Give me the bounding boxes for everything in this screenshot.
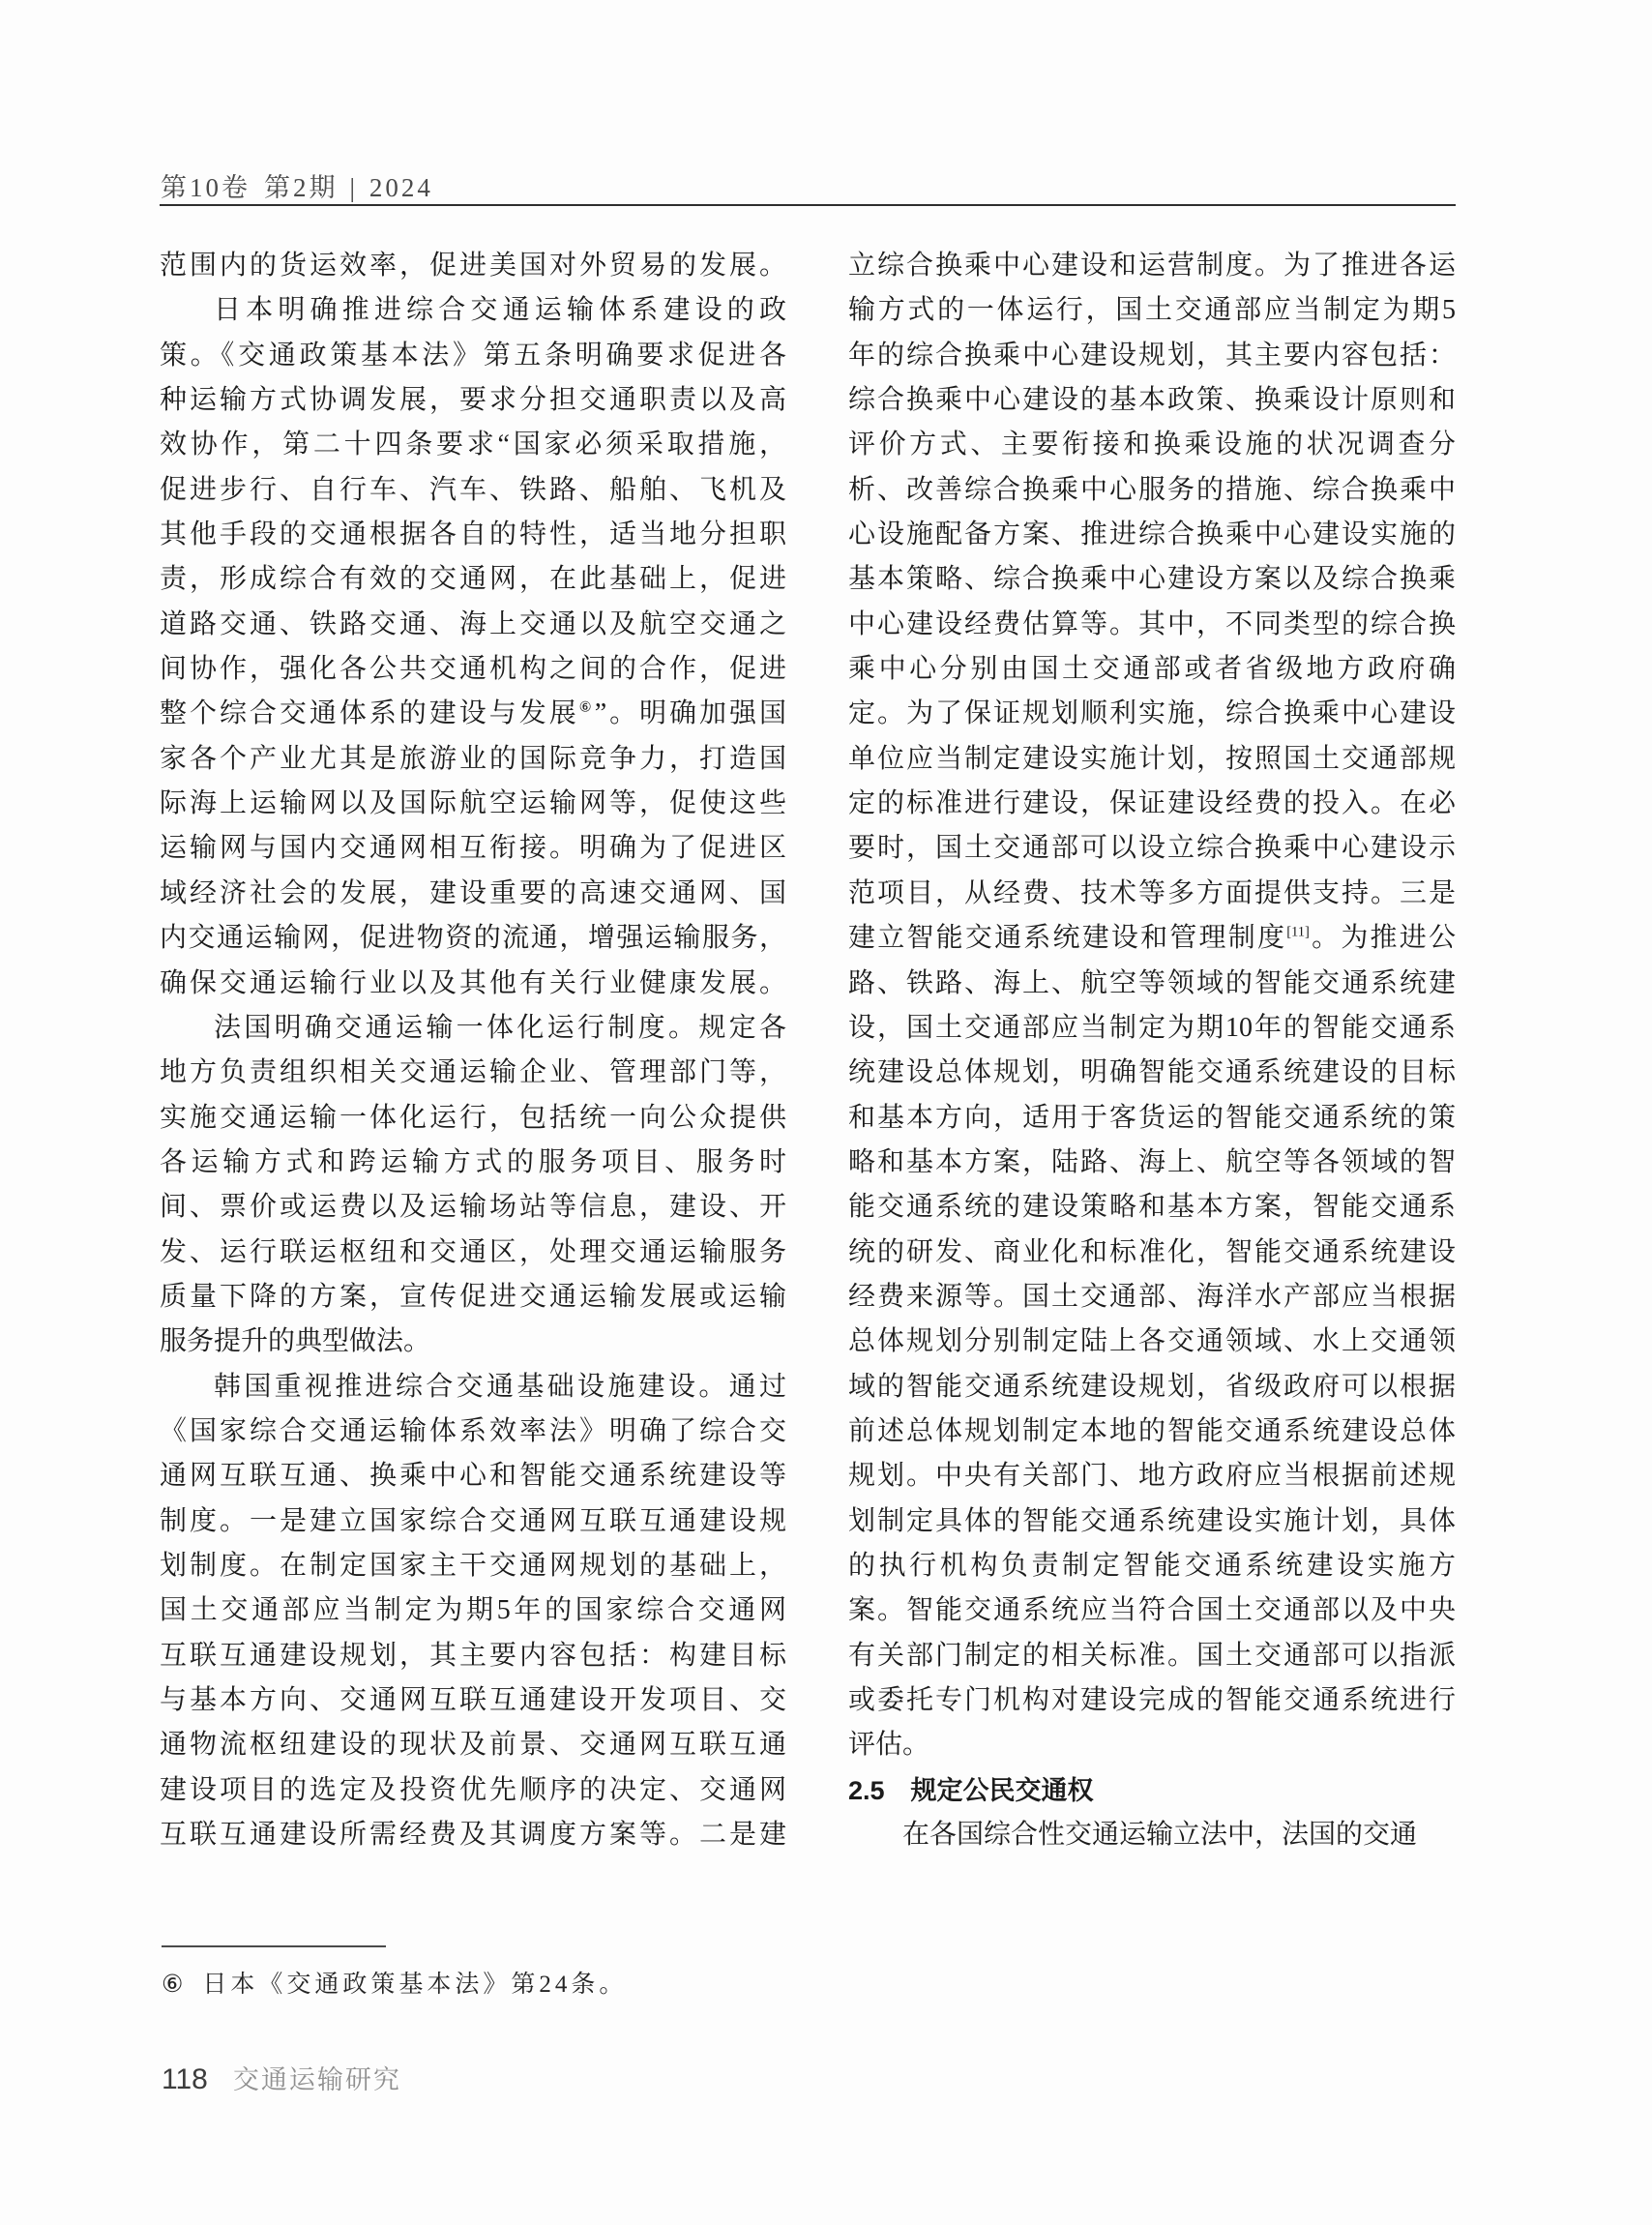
text-line	[160, 1678, 786, 1723]
text-run: 种运输方式协调发展，要求分担交通职责以及高	[160, 385, 786, 416]
volume-label: 第10卷	[161, 173, 251, 202]
text-line	[848, 1409, 1456, 1454]
text-run: 设，国土交通部应当制定为期10年的智能交通系	[848, 1012, 1456, 1043]
text-run: 策。《交通政策基本法》第五条明确要求促进各	[160, 340, 786, 371]
text-line	[848, 1634, 1456, 1678]
page-footer	[162, 2059, 401, 2096]
journal-name: 交通运输研究	[232, 2065, 401, 2094]
text-run: 效协作，第二十四条要求“国家必须采取措施，	[160, 430, 786, 460]
text-line	[848, 1813, 1456, 1857]
header-rule	[160, 204, 1456, 206]
text-run: 与基本方向、交通网互联互通建设开发项目、交	[160, 1685, 786, 1715]
footnote-ref: ⑥	[578, 700, 595, 717]
text-line	[160, 872, 786, 916]
right-column	[848, 244, 1456, 1857]
text-line	[848, 1051, 1456, 1095]
text-run: 路、铁路、海上、航空等领域的智能交通系统建	[848, 967, 1456, 998]
text-run: 。为推进公	[1309, 923, 1456, 954]
issue-label: 第2期	[264, 173, 339, 202]
text-run: 国土交通部应当制定为期5年的国家综合交通网	[160, 1595, 786, 1626]
header-divider: |	[349, 173, 358, 202]
text-run: 总体规划分别制定陆上各交通领域、水上交通领	[848, 1326, 1456, 1357]
text-run: 范项目，从经费、技术等多方面提供支持。三是	[848, 877, 1456, 908]
text-run: 的执行机构负责制定智能交通系统建设实施方	[848, 1550, 1456, 1581]
text-run: 统的研发、商业化和标准化，智能交通系统建设	[848, 1236, 1456, 1267]
text-run: 评估。	[848, 1730, 930, 1761]
text-run: 规划。中央有关部门、地方政府应当根据前述规	[848, 1461, 1456, 1492]
text-run: 统建设总体规划，明确智能交通系统建设的目标	[848, 1057, 1456, 1088]
footnote-rule	[162, 1945, 386, 1947]
text-run: 韩国重视推进综合交通基础设施建设。通过	[214, 1371, 786, 1402]
text-line	[848, 737, 1456, 782]
text-line	[160, 288, 786, 333]
text-run: 家各个产业尤其是旅游业的国际竞争力，打造国	[160, 743, 786, 774]
text-line	[160, 782, 786, 826]
text-line	[160, 826, 786, 871]
text-line	[160, 468, 786, 513]
text-line	[848, 1096, 1456, 1141]
text-line	[160, 1544, 786, 1588]
text-run: 2.5 规定公民交通权	[848, 1775, 1094, 1805]
text-run: 质量下降的方案，宣传促进交通运输发展或运输	[160, 1281, 786, 1312]
text-run: 道路交通、铁路交通、海上交通以及航空交通之	[160, 608, 786, 639]
text-line	[160, 557, 786, 602]
text-line	[160, 1365, 786, 1409]
text-run: 域的智能交通系统建设规划，省级政府可以根据	[848, 1371, 1456, 1402]
text-line	[848, 826, 1456, 871]
text-run: 通物流枢纽建设的现状及前景、交通网互联互通	[160, 1730, 786, 1761]
text-line	[160, 916, 786, 961]
text-line	[848, 1320, 1456, 1364]
text-run: 域经济社会的发展，建设重要的高速交通网、国	[160, 877, 786, 908]
text-run: 日本明确推进综合交通运输体系建设的政	[214, 295, 786, 326]
text-run: 间协作，强化各公共交通机构之间的合作，促进	[160, 654, 786, 685]
text-line	[160, 1231, 786, 1275]
text-line	[848, 916, 1456, 961]
text-line	[160, 1141, 786, 1185]
text-run: 划制度。在制定国家主干交通网规划的基础上，	[160, 1550, 786, 1581]
text-line	[160, 334, 786, 378]
footnote-ref: [11]	[1286, 924, 1310, 940]
text-line	[160, 737, 786, 782]
text-run: 单位应当制定建设实施计划，按照国土交通部规	[848, 743, 1456, 774]
text-line	[160, 1320, 786, 1364]
text-run: 要时，国土交通部可以设立综合换乘中心建设示	[848, 833, 1456, 864]
text-line	[848, 647, 1456, 692]
text-run: 互联互通建设规划，其主要内容包括：构建目标	[160, 1640, 786, 1671]
text-run: 案。智能交通系统应当符合国土交通部以及中央	[848, 1595, 1456, 1626]
text-line	[160, 692, 786, 736]
text-line	[848, 1275, 1456, 1320]
text-line	[848, 288, 1456, 333]
text-run: 运输网与国内交通网相互衔接。明确为了促进区	[160, 833, 786, 864]
footnote	[162, 1965, 627, 2000]
text-run: 建立智能交通系统建设和管理制度	[848, 923, 1287, 954]
text-run: 定。为了保证规划顺利实施，综合换乘中心建设	[848, 698, 1456, 729]
text-run: 在各国综合性交通运输立法中，法国的交通	[902, 1820, 1418, 1851]
text-line	[160, 378, 786, 423]
text-run: 基本策略、综合换乘中心建设方案以及综合换乘	[848, 564, 1456, 595]
text-line	[160, 1723, 786, 1767]
text-line	[848, 423, 1456, 467]
text-line	[848, 603, 1456, 647]
text-line	[160, 1051, 786, 1095]
text-run: 服务提升的典型做法。	[160, 1326, 431, 1357]
text-line	[848, 378, 1456, 423]
text-run: 和基本方向，适用于客货运的智能交通系统的策	[848, 1102, 1456, 1133]
text-line	[848, 334, 1456, 378]
text-run: 《国家综合交通运输体系效率法》明确了综合交	[160, 1415, 786, 1446]
text-line	[848, 1231, 1456, 1275]
text-line	[160, 244, 786, 288]
text-run: 略和基本方案，陆路、海上、航空等各领域的智	[848, 1146, 1456, 1177]
text-run: ”。明确加强国	[594, 698, 786, 729]
text-line	[848, 1678, 1456, 1723]
text-line	[160, 1006, 786, 1051]
text-line	[160, 1275, 786, 1320]
text-run: 定的标准进行建设，保证建设经费的投入。在必	[848, 788, 1456, 819]
year-label: 2024	[369, 173, 433, 202]
text-line	[160, 1096, 786, 1141]
text-run: 法国明确交通运输一体化运行制度。规定各	[214, 1012, 786, 1043]
text-line	[160, 647, 786, 692]
text-line	[848, 557, 1456, 602]
text-line	[160, 1634, 786, 1678]
text-run: 制度。一是建立国家综合交通网互联互通建设规	[160, 1505, 786, 1536]
text-line	[160, 1185, 786, 1230]
text-line	[848, 468, 1456, 513]
text-line	[160, 1588, 786, 1633]
text-line	[160, 1813, 786, 1857]
text-line	[848, 513, 1456, 557]
text-line	[848, 1006, 1456, 1051]
text-run: 间、票价或运费以及运输场站等信息，建设、开	[160, 1192, 786, 1223]
text-run: 年的综合换乘中心建设规划，其主要内容包括：	[848, 340, 1456, 371]
page-number: 118	[162, 2063, 208, 2095]
text-run: 各运输方式和跨运输方式的服务项目、服务时	[160, 1146, 786, 1177]
left-column	[160, 244, 786, 1857]
text-run: 中心建设经费估算等。其中，不同类型的综合换	[848, 608, 1456, 639]
section-heading	[848, 1768, 1456, 1813]
text-run: 评价方式、主要衔接和换乘设施的状况调查分	[848, 430, 1456, 460]
text-run: 际海上运输网以及国际航空运输网等，促使这些	[160, 788, 786, 819]
text-run: 其他手段的交通根据各自的特性，适当地分担职	[160, 519, 786, 550]
text-run: 输方式的一体运行，国土交通部应当制定为期5	[848, 295, 1456, 326]
text-run: 促进步行、自行车、汽车、铁路、船舶、飞机及	[160, 474, 786, 505]
text-run: 经费来源等。国土交通部、海洋水产部应当根据	[848, 1281, 1456, 1312]
text-line	[160, 603, 786, 647]
text-run: 能交通系统的建设策略和基本方案，智能交通系	[848, 1192, 1456, 1223]
text-line	[160, 1409, 786, 1454]
text-run: 通网互联互通、换乘中心和智能交通系统建设等	[160, 1461, 786, 1492]
text-line	[160, 1499, 786, 1544]
text-line	[160, 962, 786, 1006]
text-line	[160, 423, 786, 467]
text-run: 整个综合交通体系的建设与发展	[160, 698, 579, 729]
text-run: 前述总体规划制定本地的智能交通系统建设总体	[848, 1415, 1456, 1446]
text-line	[848, 244, 1456, 288]
text-run: 心设施配备方案、推进综合换乘中心建设实施的	[848, 519, 1456, 550]
footnote-marker: ⑥	[162, 1972, 188, 1998]
text-run: 互联互通建设所需经费及其调度方案等。二是建	[160, 1820, 786, 1851]
text-line	[160, 1768, 786, 1813]
text-line	[160, 513, 786, 557]
text-line	[848, 872, 1456, 916]
text-line	[848, 1365, 1456, 1409]
text-line	[848, 1723, 1456, 1767]
text-run: 范围内的货运效率，促进美国对外贸易的发展。	[160, 251, 786, 281]
text-run: 地方负责组织相关交通运输企业、管理部门等，	[160, 1057, 786, 1088]
text-run: 内交通运输网，促进物资的流通，增强运输服务，	[160, 923, 786, 954]
text-run: 析、改善综合换乘中心服务的措施、综合换乘中	[848, 474, 1456, 505]
text-line	[848, 962, 1456, 1006]
text-line	[848, 1454, 1456, 1498]
text-line	[848, 692, 1456, 736]
footnote-text: 日本《交通政策基本法》第24条。	[202, 1972, 628, 1998]
text-line	[848, 1141, 1456, 1185]
text-line	[848, 782, 1456, 826]
text-run: 实施交通运输一体化运行，包括统一向公众提供	[160, 1102, 786, 1133]
text-line	[848, 1588, 1456, 1633]
text-run: 有关部门制定的相关标准。国土交通部可以指派	[848, 1640, 1456, 1671]
text-run: 确保交通运输行业以及其他有关行业健康发展。	[160, 967, 786, 998]
text-run: 立综合换乘中心建设和运营制度。为了推进各运	[848, 251, 1456, 281]
text-line	[160, 1454, 786, 1498]
text-run: 建设项目的选定及投资优先顺序的决定、交通网	[160, 1774, 786, 1805]
text-run: 责，形成综合有效的交通网，在此基础上，促进	[160, 564, 786, 595]
text-run: 综合换乘中心建设的基本政策、换乘设计原则和	[848, 385, 1456, 416]
text-line	[848, 1185, 1456, 1230]
text-run: 发、运行联运枢纽和交通区，处理交通运输服务	[160, 1236, 786, 1267]
text-run: 乘中心分别由国土交通部或者省级地方政府确	[848, 654, 1456, 685]
running-head	[161, 166, 433, 204]
text-line	[848, 1544, 1456, 1588]
text-run: 或委托专门机构对建设完成的智能交通系统进行	[848, 1685, 1456, 1715]
text-line	[848, 1499, 1456, 1544]
text-run: 划制定具体的智能交通系统建设实施计划，具体	[848, 1505, 1456, 1536]
